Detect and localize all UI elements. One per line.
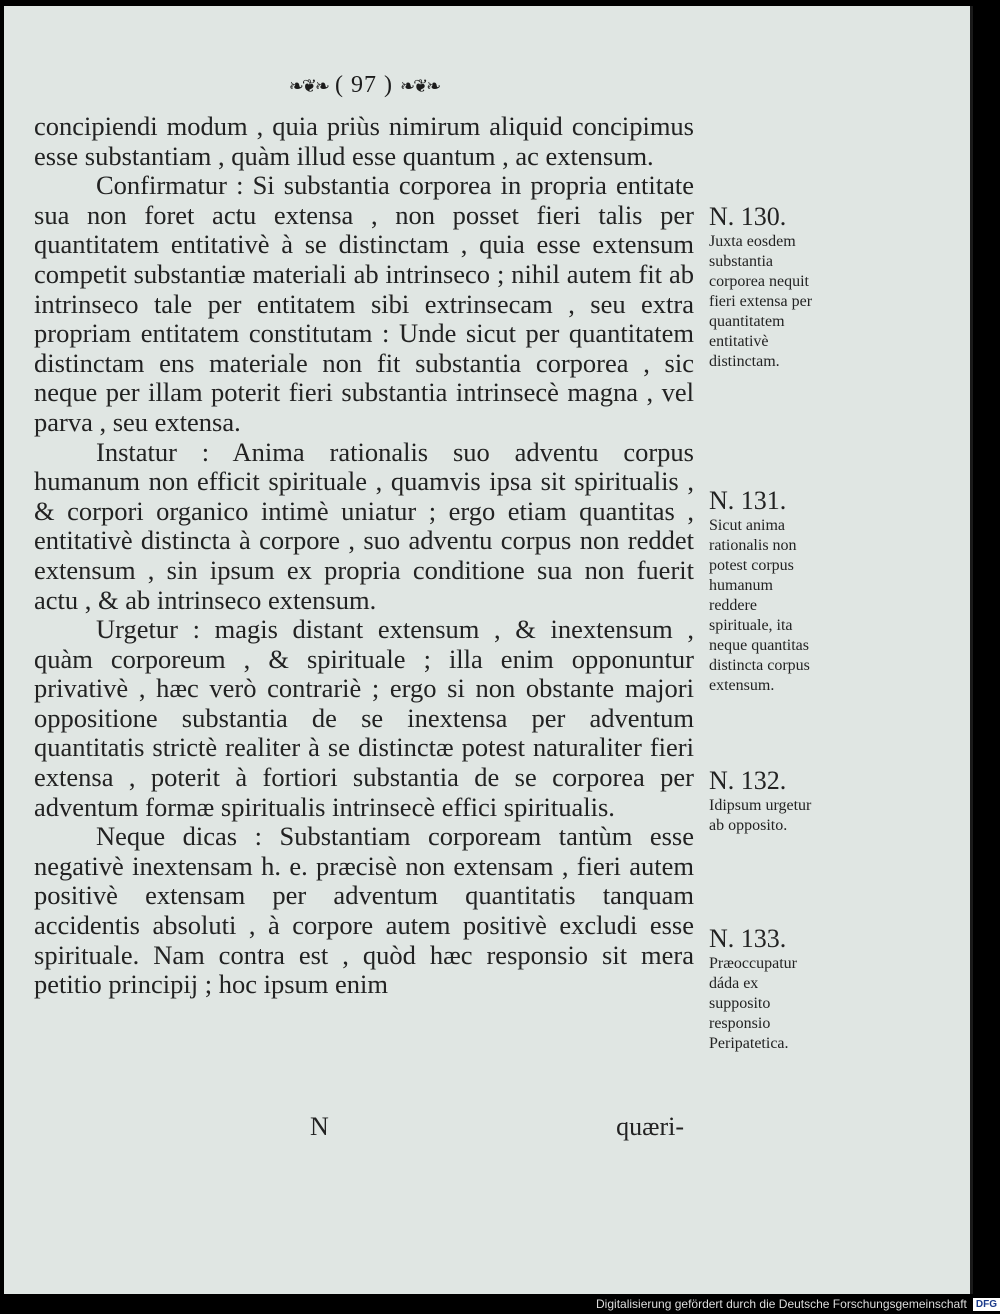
margin-note (709, 924, 819, 1054)
paragraph: Neque dicas : Substantiam corpoream tantùm esse negativè inextensam h. e. præcisè non extensam , fieri autem positivè extensam per adventum quantitatis tanquam accidentis absoluti , à corpore autem positivè excludi esse spirituale. Nam contra est , quòd hæc responsio sit mera petitio principij ; hoc ipsum enim (34, 821, 694, 1000)
margin-note-text: Præoccupatur dáda ex supposito responsio Peripatetica. (709, 955, 797, 1052)
paragraph: Instatur : Anima rationalis suo adventu corpus humanum non efficit spirituale , quamvis ipsa sit spiritualis , & corpori organico intimè uniatur ; ergo etiam quantitas , entitativè distincta à corpore , suo adventu corpus non reddet extensum , sin ipsum ex propria conditione sua non fuerit actu , & ab intrinseco extensum. (34, 436, 694, 615)
margin-note-number: N. 132. (709, 766, 787, 795)
margin-note (709, 486, 819, 696)
dfg-logo: DFG (973, 1298, 1000, 1311)
paragraph: Urgetur : magis distant extensum , & inextensum , quàm corporeum , & spirituale ; illa enim opponuntur privativè , hæc verò contrariè ; ergo si non obstante majori oppositione substantia de se inextensa per adventum quantitatis strictè realiter à se distinctæ potest naturaliter fieri extensa , poterit à fortiori substantia de se corporea per adventum formæ spiritualis intrinsecè effici spiritualis. (34, 614, 694, 822)
paragraph: concipiendi modum , quia priùs nimirum aliquid concipimus esse substantiam , quàm illud esse quantum , ac extensum. (34, 111, 694, 171)
margin-note-text: Sicut anima rationalis non potest corpus humanum reddere spirituale, ita neque quantitas distincta corpus extensum. (709, 517, 810, 694)
page-header (4, 72, 724, 99)
credit-text: Digitalisierung gefördert durch die Deutsche Forschungsgemeinschaft (596, 1297, 967, 1311)
left-ornament-icon: ❧❦❧ (288, 76, 328, 96)
signature-mark: N (310, 1112, 329, 1141)
margin-note (709, 766, 819, 836)
margin-note-number: N. 131. (709, 486, 787, 515)
page-number: ( 97 ) (335, 72, 393, 98)
margin-note (709, 202, 819, 372)
paragraph: Confirmatur : Si substantia corporea in propria entitate sua non foret actu extensa , non posset fieri talis per quantitatem entitativè à se distinctam , quia esse extensum competit substantiæ materiali ab intrinseco ; nihil autem fit ab intrinseco tale per entitatem sibi extrinsecam , seu extra propriam entitatem constitutam : Unde sicut per quantitatem distinctam ens materiale non fit substantia corporea , sic neque per illam poterit fieri substantia intrinsecè magna , vel parva , seu extensa. (34, 170, 694, 437)
margin-note-text: Juxta eosdem substantia corporea nequit fieri extensa per quantitatem entitativè distinctam. (709, 233, 813, 370)
margin-note-text: Idipsum urgetur ab opposito. (709, 797, 812, 834)
margin-note-number: N. 130. (709, 202, 787, 231)
right-ornament-icon: ❧❦❧ (399, 76, 440, 96)
margin-note-number: N. 133. (709, 924, 787, 953)
digitization-credit (596, 1297, 1000, 1311)
catchword: quæri- (616, 1112, 684, 1141)
book-page (4, 6, 973, 1294)
main-text (34, 112, 694, 1000)
